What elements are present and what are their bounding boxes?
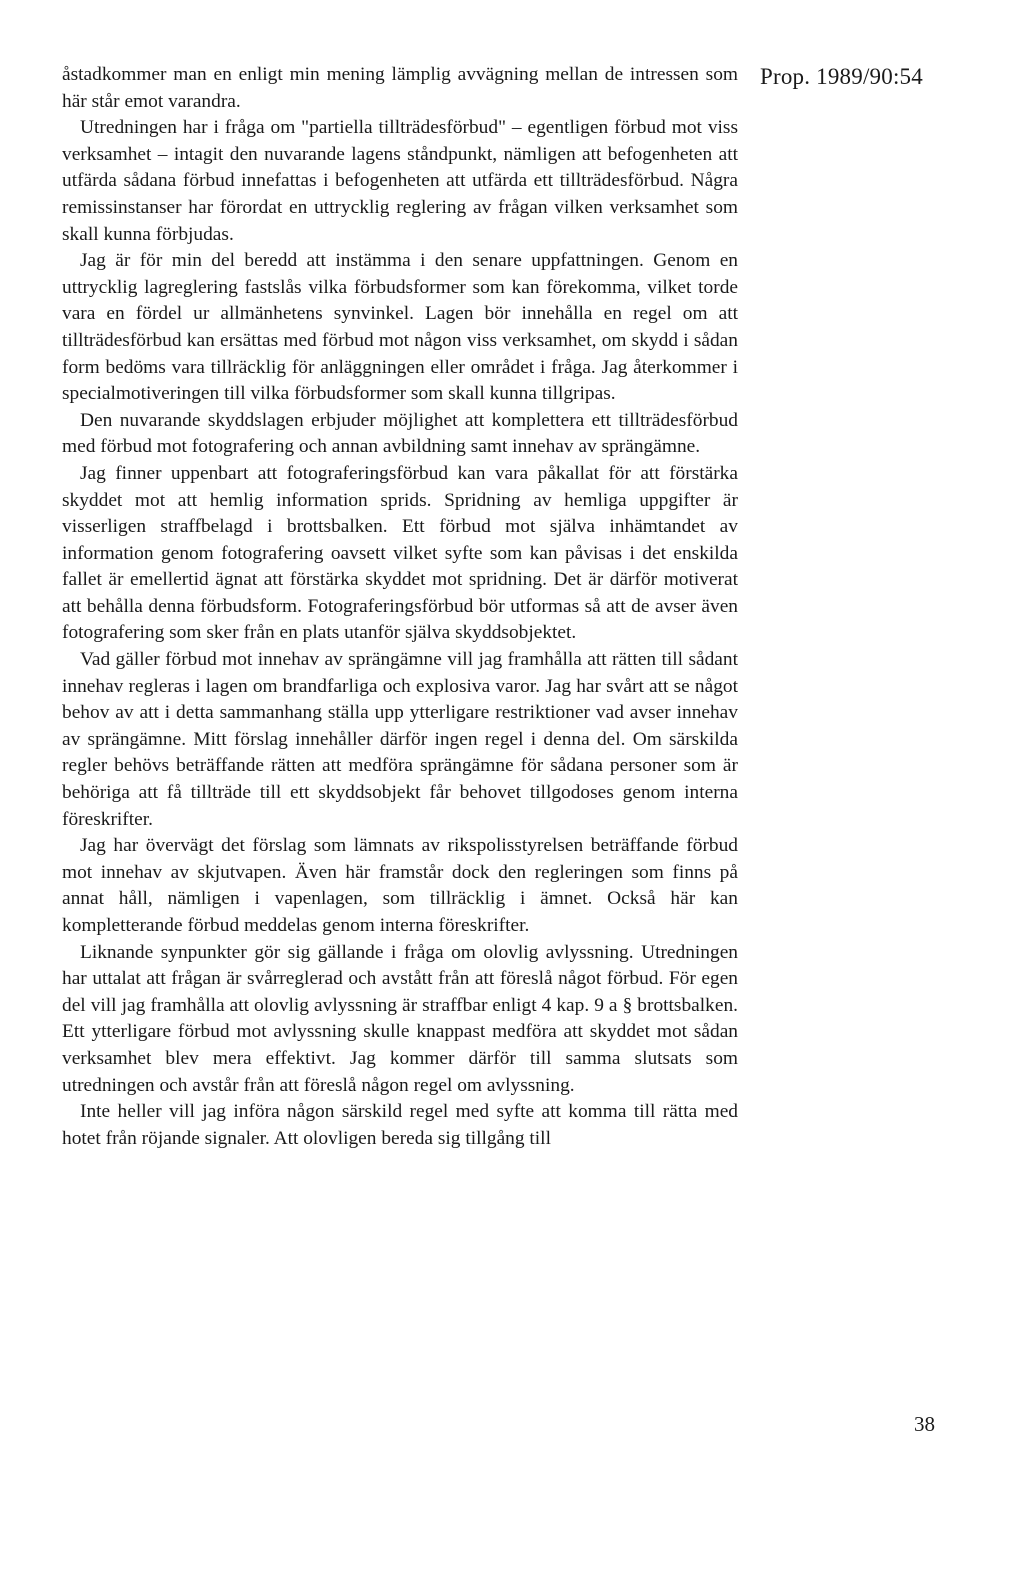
paragraph-current-law: Den nuvarande skyddslagen erbjuder möjlighet att komplettera ett tillträdesförbud med förbud mot fotografering och annan avbildning samt innehav av sprängämne.	[62, 409, 738, 458]
paragraph-compromising-signals: Inte heller vill jag införa någon särskild regel med syfte att komma till rätta med hotet från röjande signaler. Att olovligen bereda sig tillgång till	[62, 1101, 738, 1149]
paragraph-photography-ban: Jag finner uppenbart att fotograferingsförbud kan vara påkallat för att förstärka skyddet mot att hemlig information sprids. Spridning av hemliga uppgifter är visserligen straffbelagd i brottsbalken. Ett förbud mot själva inhämtandet av information genom fotografering oavsett vilket syfte som kan påvisas i det enskilda fallet är emellertid ägnat att förstärka skyddet mot spridning. Det är därför motiverat att behålla denna förbudsform. Fotograferingsförbud bör utformas så att de avser även fotografering som sker från en plats utanför själva skyddsobjektet.	[62, 462, 738, 644]
proposition-reference: Prop. 1989/90:54	[760, 64, 923, 89]
paragraph-explosives: Vad gäller förbud mot innehav av sprängämne vill jag framhålla att rätten till sådant innehav regleras i lagen om brandfarliga och explosiva varor. Jag har svårt att se något behov av att i detta sammanhang ställa upp ytterligare restriktioner vad avser innehav av sprängämne. Mitt förslag innehåller därför ingen regel i denna del. Om särskilda regler behövs beträffande rätten att medföra sprängämne för sådana personer som är behöriga att få tillträde till ett skyddsobjekt får behovet tillgodoses genom interna föreskrifter.	[62, 649, 738, 830]
body-text	[62, 62, 738, 1152]
paragraph-continuation: åstadkommer man en enligt min mening lämplig avvägning mellan de intressen som här står emot varandra.	[62, 64, 738, 112]
paragraph-firearms: Jag har övervägt det förslag som lämnats av rikspolisstyrelsen beträffande förbud mot innehav av skjutvapen. Även här framstår dock den regleringen som finns på annat håll, nämligen i vapenlagen, som tillräcklig i ämnet. Också här kan kompletterande förbud meddelas genom interna föreskrifter.	[62, 835, 738, 936]
paragraph-eavesdropping: Liknande synpunkter gör sig gällande i fråga om olovlig avlyssning. Utredningen har uttalat att frågan är svårreglerad och avstått från att föreslå något förbud. För egen del vill jag framhålla att olovlig avlyssning är straffbar enligt 4 kap. 9 a § brottsbalken. Ett ytterligare förbud mot avlyssning skulle knappast medföra att skyddet mot sådan verksamhet blev mera effektivt. Jag kommer därför till samma slutsats som utredningen och avstår från att föreslå någon regel om avlyssning.	[62, 941, 738, 1096]
page-number: 38	[914, 1412, 935, 1436]
paragraph-partial-access-bans: Utredningen har i fråga om "partiella tillträdesförbud" – egentligen förbud mot viss verksamhet – intagit den nuvarande lagens ståndpunkt, nämligen att befogenheten att utfärda sådana förbud innefattas i befogenheten att utfärda ett tillträdesförbud. Några remissinstanser har förordat en uttrycklig reglering av frågan vilken verksamhet som skall kunna förbjudas.	[62, 117, 738, 245]
paragraph-explicit-regulation: Jag är för min del beredd att instämma i den senare uppfattningen. Genom en uttrycklig lagreglering fastslås vilka förbudsformer som kan förekomma, vilket torde vara en fördel ur allmänhetens synvinkel. Lagen bör innehålla en regel om att tillträdesförbud kan ersättas med förbud mot någon viss verksamhet, om skydd i sådan form bedöms vara tillräcklig för anläggningen eller området i fråga. Jag återkommer i specialmotiveringen till vilka förbudsformer som skall kunna tillgripas.	[62, 250, 738, 405]
